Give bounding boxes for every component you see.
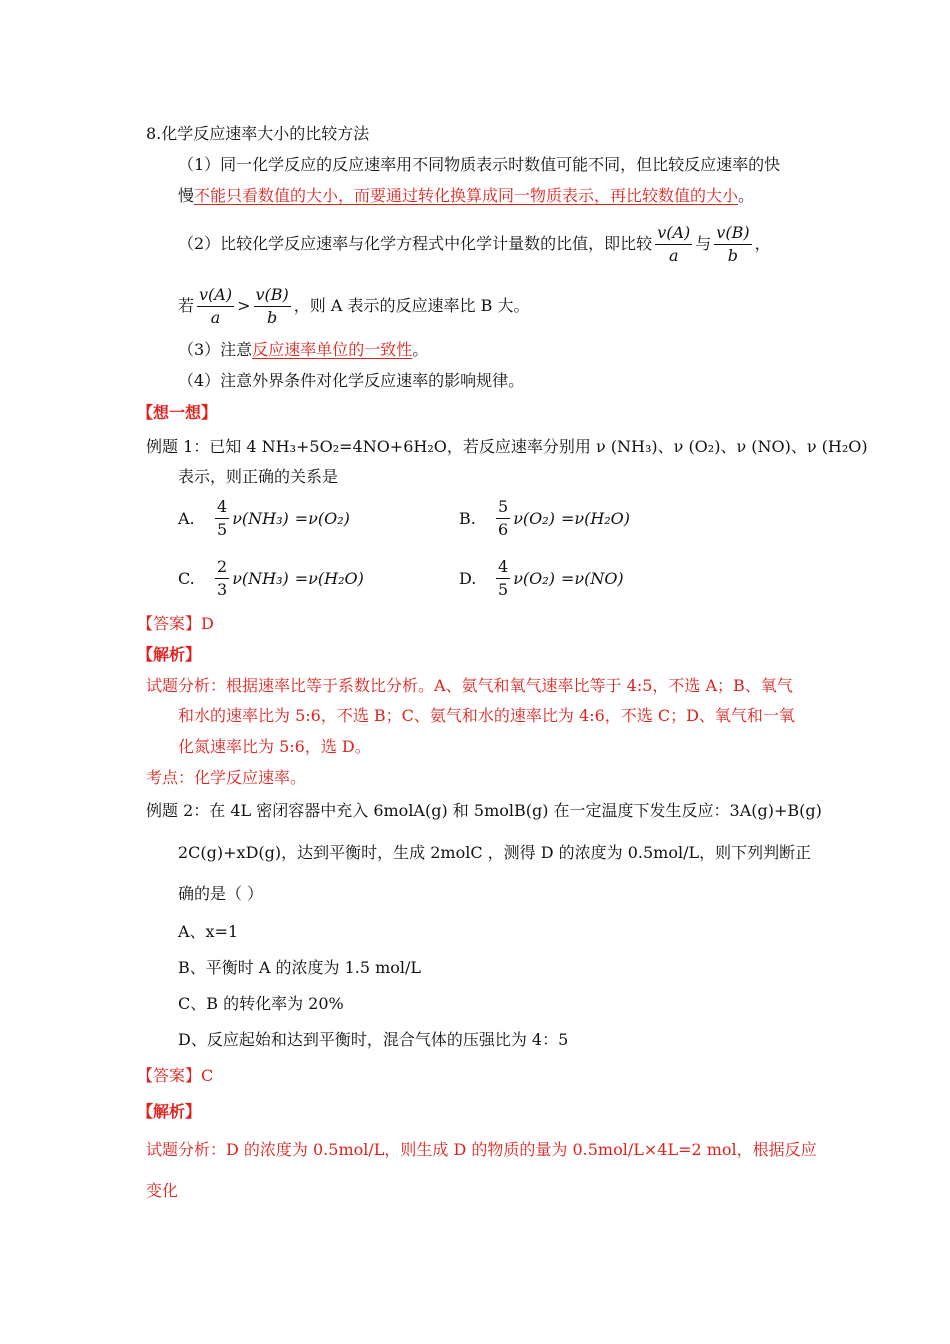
p2-end: ， [754,234,771,253]
option-label: A. [178,509,195,528]
option-coefficient [215,496,229,541]
option-a [178,496,350,541]
example-2-question-line-2: 2C(g)+xD(g)，达到平衡时，生成 2molC ，测得 D 的浓度为 0.5mol/L，则下列判断正 [178,843,812,862]
option-d [459,556,624,601]
fraction-numerator: v(A) [655,222,692,245]
example-1-analysis-line-3: 化氮速率比为 5:6，选 D。 [178,737,371,756]
option-c [178,556,364,601]
think-label: 【想一想】 [137,403,218,422]
option-coefficient [496,496,510,541]
fraction-denominator: a [668,245,679,265]
fraction-va-over-a [655,222,692,267]
example-1-answer: 【答案】D [137,614,214,633]
p4-prefix: （3）注意 [178,340,253,359]
option-coefficient [215,556,229,601]
fraction-numerator: 4 [215,496,229,519]
fraction-denominator: 5 [498,580,509,599]
option-coefficient [496,556,510,601]
example-1-kaodian: 考点：化学反应速率。 [146,768,307,787]
option-rhs: =ν(NO) [560,569,624,588]
greater-than-sign: > [237,296,251,315]
fraction-numerator: v(B) [714,222,751,245]
fraction-va-over-a [197,284,234,329]
example-1-analysis-line-2: 和水的速率比为 5:6，不选 B；C、氨气和水的速率比为 4:6，不选 C；D、氧气和一氧 [178,706,795,725]
p2-prefix: （2）比较化学反应速率与化学方程式中化学计量数的比值，即比较 [178,234,653,253]
fraction-vb-over-b [714,222,751,267]
fraction-denominator: b [727,245,739,265]
example-2-analysis-line-2: 变化 [146,1181,179,1200]
option-b [459,496,630,541]
example-2-analysis-line-1: 试题分析：D 的浓度为 0.5mol/L，则生成 D 的物质的量为 0.5mol/L×4L=2 mol，根据反应 [146,1140,817,1159]
option-label: C. [178,569,195,588]
paragraph-3 [178,280,529,332]
section-heading: 8.化学反应速率大小的比较方法 [146,124,370,143]
option-rhs: =ν(H₂O) [294,569,364,588]
example-1-analysis-label: 【解析】 [137,645,202,664]
paragraph-4 [178,340,428,360]
example-2-option-d: D、反应起始和达到平衡时，混合气体的压强比为 4：5 [178,1030,569,1049]
fraction-denominator: b [267,307,278,327]
example-2-option-b: B、平衡时 A 的浓度为 1.5 mol/L [178,958,422,977]
fraction-numerator: v(A) [197,284,234,307]
fraction-denominator: 5 [217,520,228,539]
fraction-numerator: v(B) [254,284,291,307]
example-2-question-line-1: 例题 2：在 4L 密闭容器中充入 6molA(g) 和 5molB(g) 在一定温度下发生反应：3A(g)+B(g) [146,801,822,820]
p4-end: 。 [412,340,429,359]
option-rhs: =ν(H₂O) [560,509,631,528]
option-rhs: =ν(O₂) [294,509,350,528]
option-label: D. [459,569,477,588]
p1-prefix: 慢 [178,186,195,205]
paragraph-1-line-2 [178,186,754,206]
paragraph-5: （4）注意外界条件对化学反应速率的影响规律。 [178,371,525,390]
p3-prefix: 若 [178,296,195,315]
p1-highlight: 不能只看数值的大小，而要通过转化换算成同一物质表示，再比较数值的大小 [194,186,739,205]
p4-highlight: 反应速率单位的一致性 [252,340,413,359]
p2-mid: 与 [695,234,712,253]
example-2-analysis-label: 【解析】 [137,1102,202,1121]
example-1-question-line-2: 表示，则正确的关系是 [178,467,339,486]
option-label: B. [459,509,476,528]
example-2-answer: 【答案】C [137,1066,214,1085]
fraction-numerator: 5 [496,496,510,519]
paragraph-1-line-1: （1）同一化学反应的反应速率用不同物质表示时数值可能不同，但比较反应速率的快 [178,155,781,174]
fraction-numerator: 2 [215,556,229,579]
p1-end: 。 [738,186,755,205]
option-lhs: ν(NH₃) [232,569,289,588]
p3-end: ，则 A 表示的反应速率比 B 大。 [293,296,530,315]
option-lhs: ν(O₂) [513,569,555,588]
example-1-question-line-1: 例题 1：已知 4 NH₃+5O₂=4NO+6H₂O，若反应速率分别用 ν (NH₃)、ν (O₂)、ν (NO)、ν (H₂O) [146,437,868,456]
paragraph-2 [178,218,771,270]
example-1-analysis-line-1: 试题分析：根据速率比等于系数比分析。A、氨气和氧气速率比等于 4:5，不选 A；B、氧气 [146,676,793,695]
fraction-numerator: 4 [496,556,510,579]
fraction-vb-over-b [254,284,291,329]
option-lhs: ν(O₂) [513,509,555,528]
fraction-denominator: 6 [498,520,509,539]
example-2-option-c: C、B 的转化率为 20% [178,994,344,1013]
fraction-denominator: 3 [217,580,228,599]
fraction-denominator: a [210,307,221,327]
option-lhs: ν(NH₃) [232,509,289,528]
example-2-option-a: A、x=1 [178,922,239,941]
example-2-question-line-3: 确的是（ ） [178,884,264,903]
